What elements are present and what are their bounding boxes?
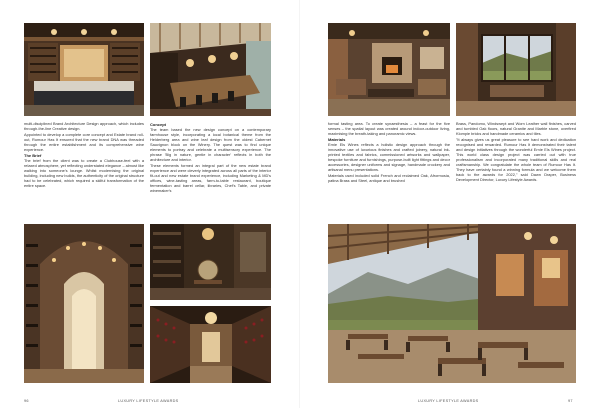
paragraph: Appointed to develop a complete core concept and Estate brand roll-out, Rumour Has It ensured that the new brand DNA was threaded through the entire establishment and its comprehensive wine experience. [24, 132, 144, 152]
right-text-column-2 [456, 121, 576, 183]
paragraph: Materials used included solid French and reclaimed Oak, Afrormosia, patina Brass and Steel, antique and brushed [328, 173, 450, 183]
photo-wine-cellar [150, 306, 271, 383]
paragraph: formal tasting area. To create synaesthesia – a feast for the five senses – the spatial layout was created around indoor-outdoor living, maximising the breath-taking and panoramic views. [328, 121, 450, 136]
photo-tasting-bar [24, 23, 144, 116]
right-page [300, 0, 600, 408]
section-heading-concept: Concept [150, 122, 166, 127]
running-footer: LUXURY LIFESTYLE AWARDS [418, 399, 479, 403]
paragraph: The team based the new design concept on a contemporary farmhouse style, incorporating a local botanical theme from the Helderberg area and wine leaf design from the oldest Cabernet Sauvignon block on the Winery. The quest was to find unique elements to portray and celebrate a multisensory experience. The phrase 'Big in nature, gentle in character' reflects in both the architecture and interior. [150, 127, 271, 162]
section-heading-materials: Materials [328, 137, 346, 142]
page-number: 96 [24, 399, 29, 403]
photo-arched-cellar [24, 224, 144, 383]
right-text-column-1 [328, 121, 450, 184]
page-number: 97 [568, 399, 573, 403]
section-heading-brief: The Brief [24, 153, 42, 158]
paragraph: Brass, Pandomo, Windswept and Worn Leather wall finishes, carved and tumbled Oak floors, natural Granite and Marble stone, overfired Klompie bricks and handmade ceramics and tiles. [456, 121, 576, 136]
paragraph: The brief from the client was to create a Clubhouse-feel with a relaxed atmosphere, yet reflecting understated elegance – almost like walking into someone's lounge. Whilst modernising the original building, including new builds, the authenticity of the original structure had to be celebrated, which required a skilful transformation of the entire space. [24, 158, 144, 188]
paragraph: Ernie Els Wines reflects a holistic design approach through the innovative use of luxurious finishes and crafted joinery, natural ink-printed textiles and fabrics, commissioned artworks and wallpaper, bespoke furniture and furnishings, purpose-built light fittings and decor accessories, designer uniforms and signage, handmade crockery and artisanal menu presentations. [328, 142, 450, 172]
paragraph: These elements formed an integral part of the new estate brand experience and were cleverly integrated across all parts of the interior fit-out and new estate brand experience, including Marketing & MD's offices, wine-tasting areas, farm-to-table restaurant, boutique fermentation and barrel cellar, libraries, Chef's Table, and private winemaker's [150, 163, 271, 193]
left-text-column-1 [24, 121, 144, 189]
photo-library-lounge [150, 224, 271, 300]
photo-terrace-restaurant [328, 224, 576, 383]
running-footer: LUXURY LIFESTYLE AWARDS [118, 399, 179, 403]
paragraph: "It always gives us great pleasure to see hard work and dedication recognised and rewarded. Rumour Has It demonstrated their talent and design initiatives through the wonderful Ernie Els Wines project. This world class design project was carried out with true professionalism and incorporated many traditional skills and real craftsmanship. We congratulate the whole team of Rumour Has It. They have certainly found a winning formula and we welcome them back to the awards for 2022," said Dawn Draper, Business Development Director, Luxury Lifestyle Awards. [456, 137, 576, 182]
photo-vineyard-view-room [456, 23, 576, 116]
paragraph: multi-disciplined Brand Architecture Design approach, which includes through-the-line Creative design. [24, 121, 144, 131]
left-text-column-2 [150, 121, 271, 194]
photo-dining-hall [150, 23, 271, 116]
photo-fireplace-lounge [328, 23, 450, 116]
